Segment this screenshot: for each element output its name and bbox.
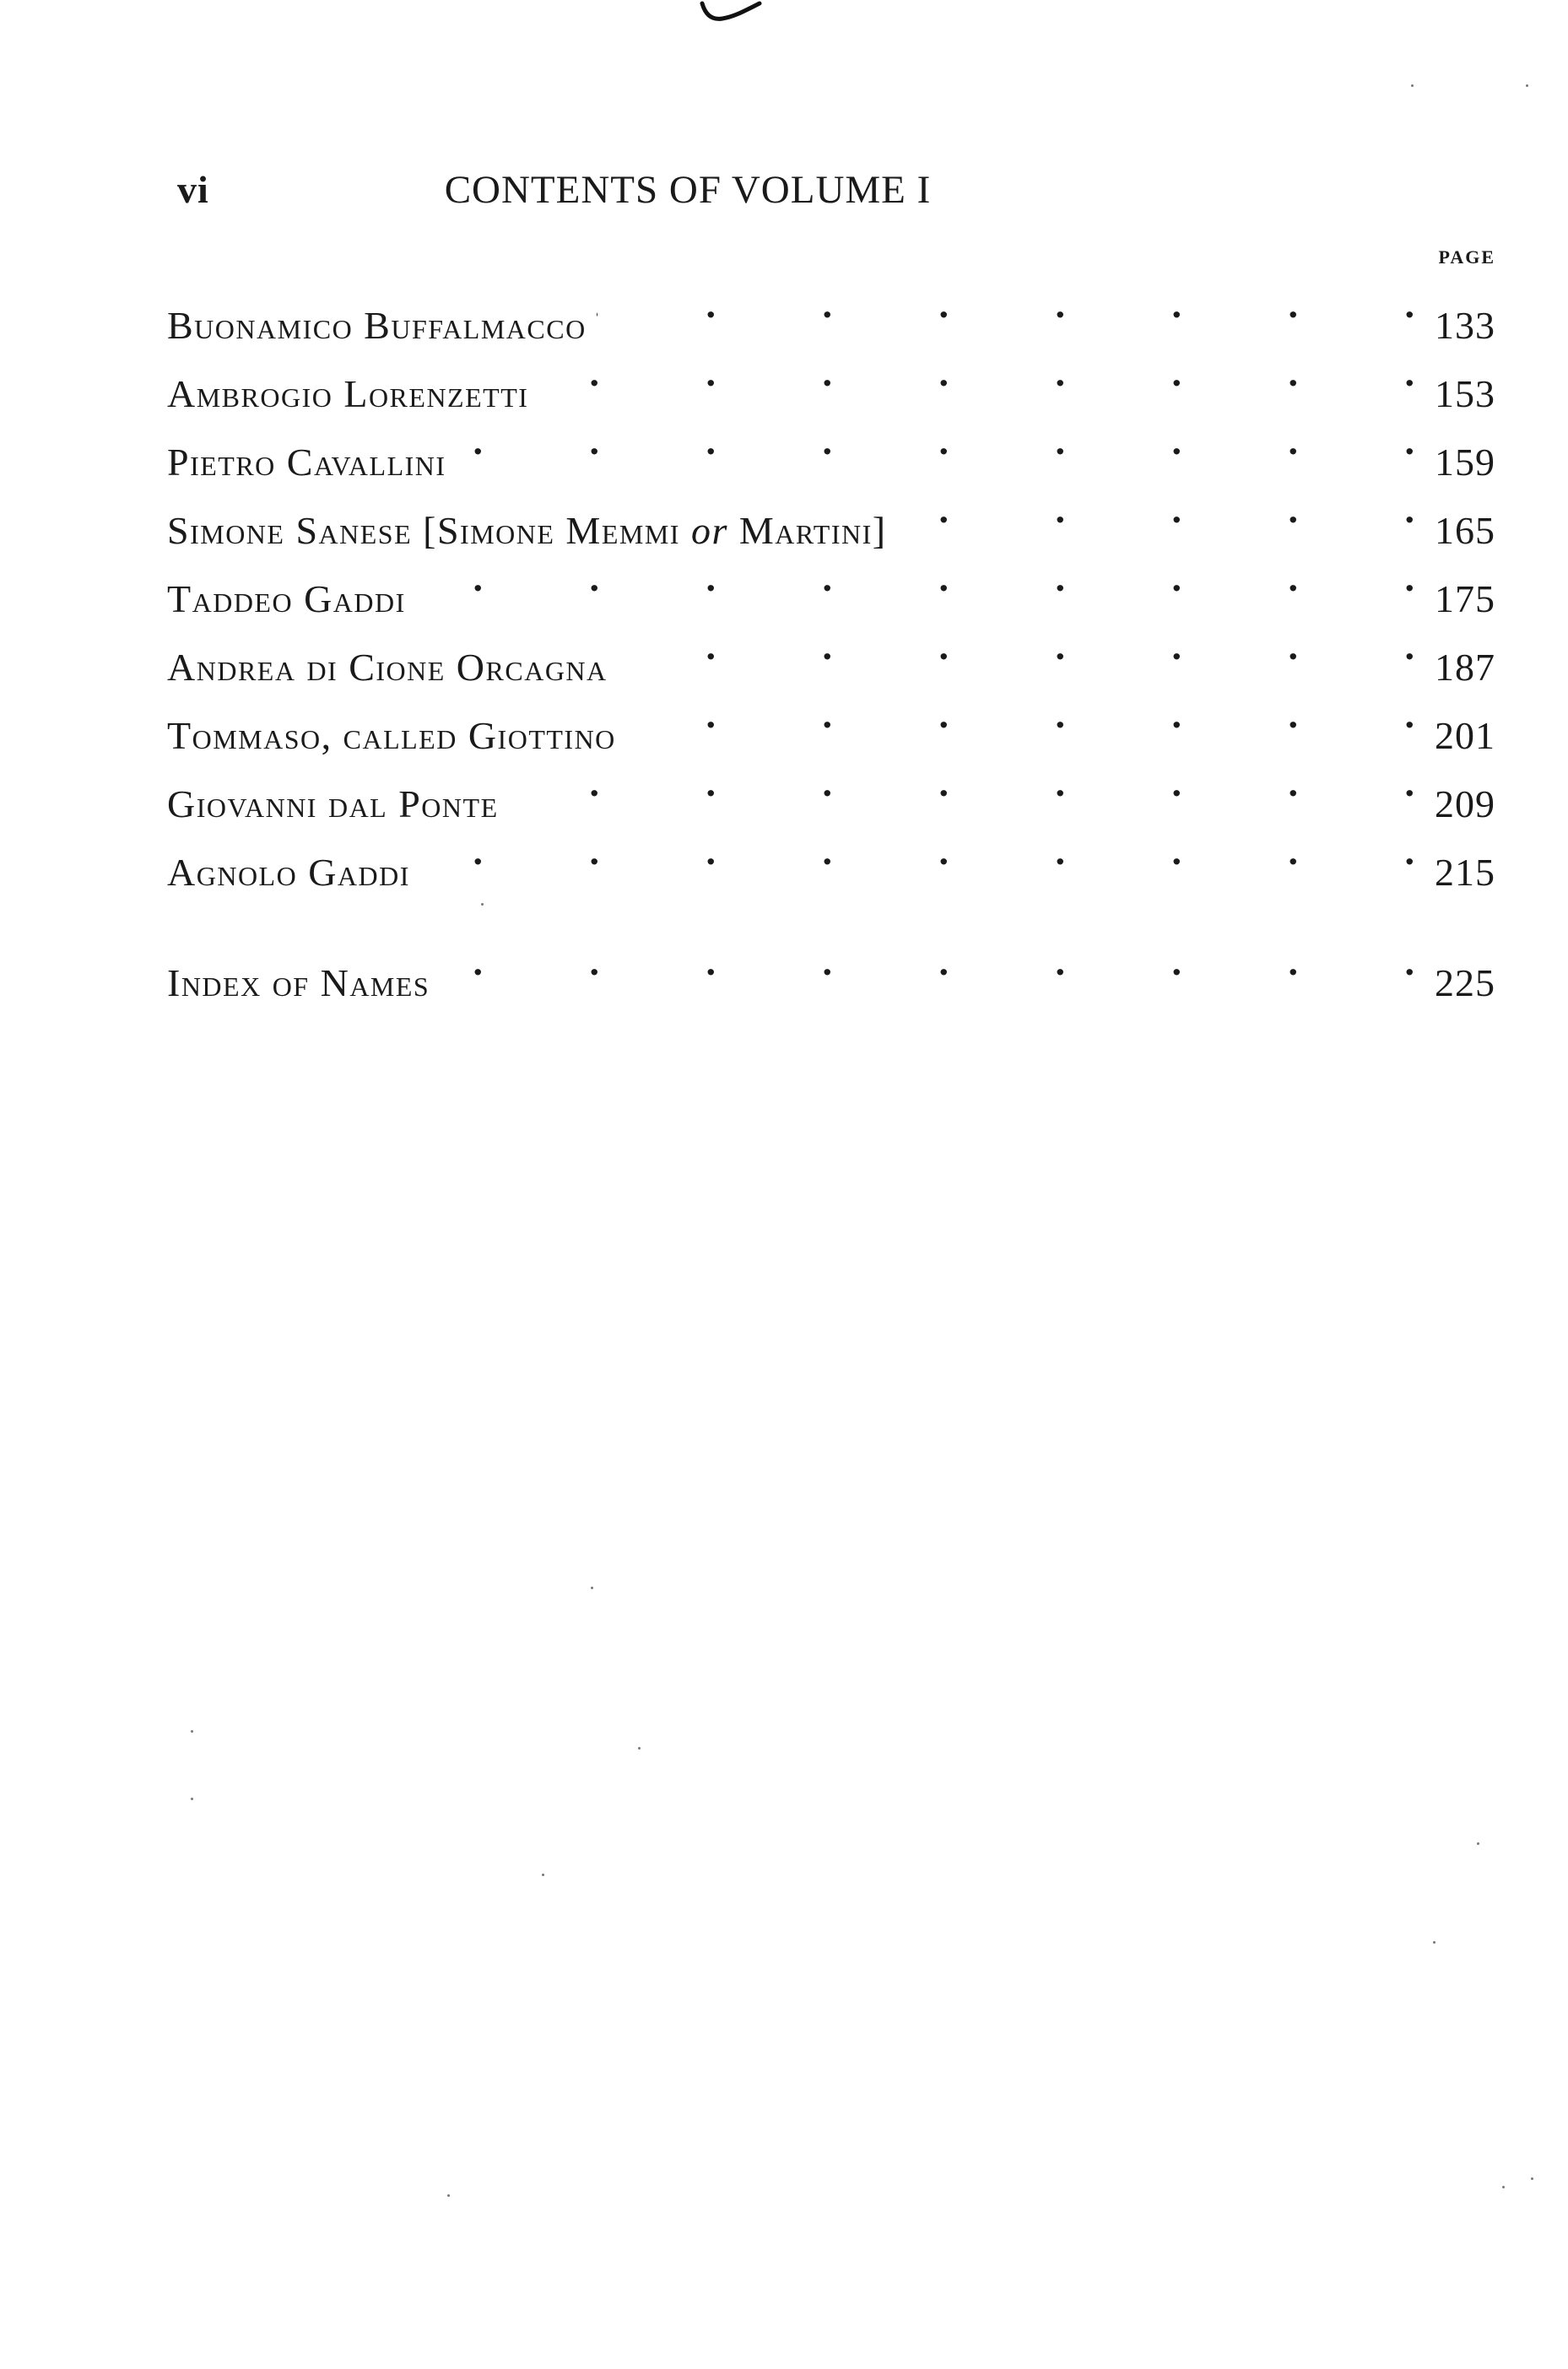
toc-entry xyxy=(167,407,1495,484)
table-of-contents xyxy=(167,270,1495,1004)
toc-entry-page: 225 xyxy=(1435,961,1495,1004)
dot-leader xyxy=(457,407,1414,475)
toc-entry-index xyxy=(167,928,1495,1004)
speck xyxy=(191,1730,193,1733)
speck xyxy=(1477,1842,1479,1845)
page-column-heading: PAGE xyxy=(1438,246,1495,268)
dot-leader xyxy=(618,612,1414,680)
toc-entry-page: 133 xyxy=(1435,304,1495,347)
toc-entry xyxy=(167,544,1495,620)
toc-entry-page: 159 xyxy=(1435,441,1495,484)
toc-entry-page: 209 xyxy=(1435,782,1495,825)
toc-entry xyxy=(167,270,1495,347)
toc-entry xyxy=(167,680,1495,757)
toc-entry-title: Ambrogio Lorenzetti xyxy=(167,372,529,415)
toc-entry-page: 153 xyxy=(1435,372,1495,415)
toc-entry-title: Index of Names xyxy=(167,961,430,1004)
speck xyxy=(1433,1941,1436,1944)
toc-entry-title-start: Simone Sanese [Simone Memmi xyxy=(167,509,691,552)
running-title: CONTENTS OF VOLUME I xyxy=(444,168,932,212)
toc-entry xyxy=(167,612,1495,689)
page-header xyxy=(177,167,1495,226)
dot-leader xyxy=(538,338,1414,407)
dot-leader xyxy=(897,475,1414,544)
toc-entry-title: Pietro Cavallini xyxy=(167,441,446,484)
toc-entry xyxy=(167,817,1495,894)
toc-entry-title: Giovanni dal Ponte xyxy=(167,782,499,825)
folio-number: vi xyxy=(177,168,209,211)
toc-entry-title: Tommaso, called Giottino xyxy=(167,714,616,757)
dot-leader xyxy=(626,680,1414,749)
speck xyxy=(591,1587,593,1589)
toc-entry xyxy=(167,475,1495,552)
speck xyxy=(1411,84,1414,87)
dot-leader xyxy=(440,928,1414,996)
toc-entry-title: Buonamico Buffalmacco xyxy=(167,304,587,347)
speck xyxy=(542,1874,544,1876)
speck xyxy=(638,1747,641,1750)
speck xyxy=(1502,2186,1505,2188)
toc-entry xyxy=(167,749,1495,825)
dot-leader xyxy=(509,749,1414,817)
toc-entry-page: 165 xyxy=(1435,509,1495,552)
dot-leader xyxy=(416,544,1414,612)
toc-entry-title-italic: or xyxy=(690,509,728,552)
dot-leader xyxy=(597,270,1414,338)
toc-entry xyxy=(167,338,1495,415)
toc-entry-page: 187 xyxy=(1435,646,1495,689)
toc-entry-page: 201 xyxy=(1435,714,1495,757)
toc-entry-title: Agnolo Gaddi xyxy=(167,851,410,894)
toc-entry-title: Andrea di Cione Orcagna xyxy=(167,646,608,689)
speck xyxy=(1531,2177,1533,2180)
toc-entry-page: 215 xyxy=(1435,851,1495,894)
speck xyxy=(447,2194,450,2197)
dot-leader xyxy=(420,817,1414,885)
speck xyxy=(191,1798,193,1800)
ink-mark-icon xyxy=(697,0,765,24)
toc-entry-title: Taddeo Gaddi xyxy=(167,577,406,620)
toc-entry-title-end: Martini] xyxy=(727,509,887,552)
toc-entry-page: 175 xyxy=(1435,577,1495,620)
speck xyxy=(481,903,484,906)
speck xyxy=(1526,84,1528,87)
